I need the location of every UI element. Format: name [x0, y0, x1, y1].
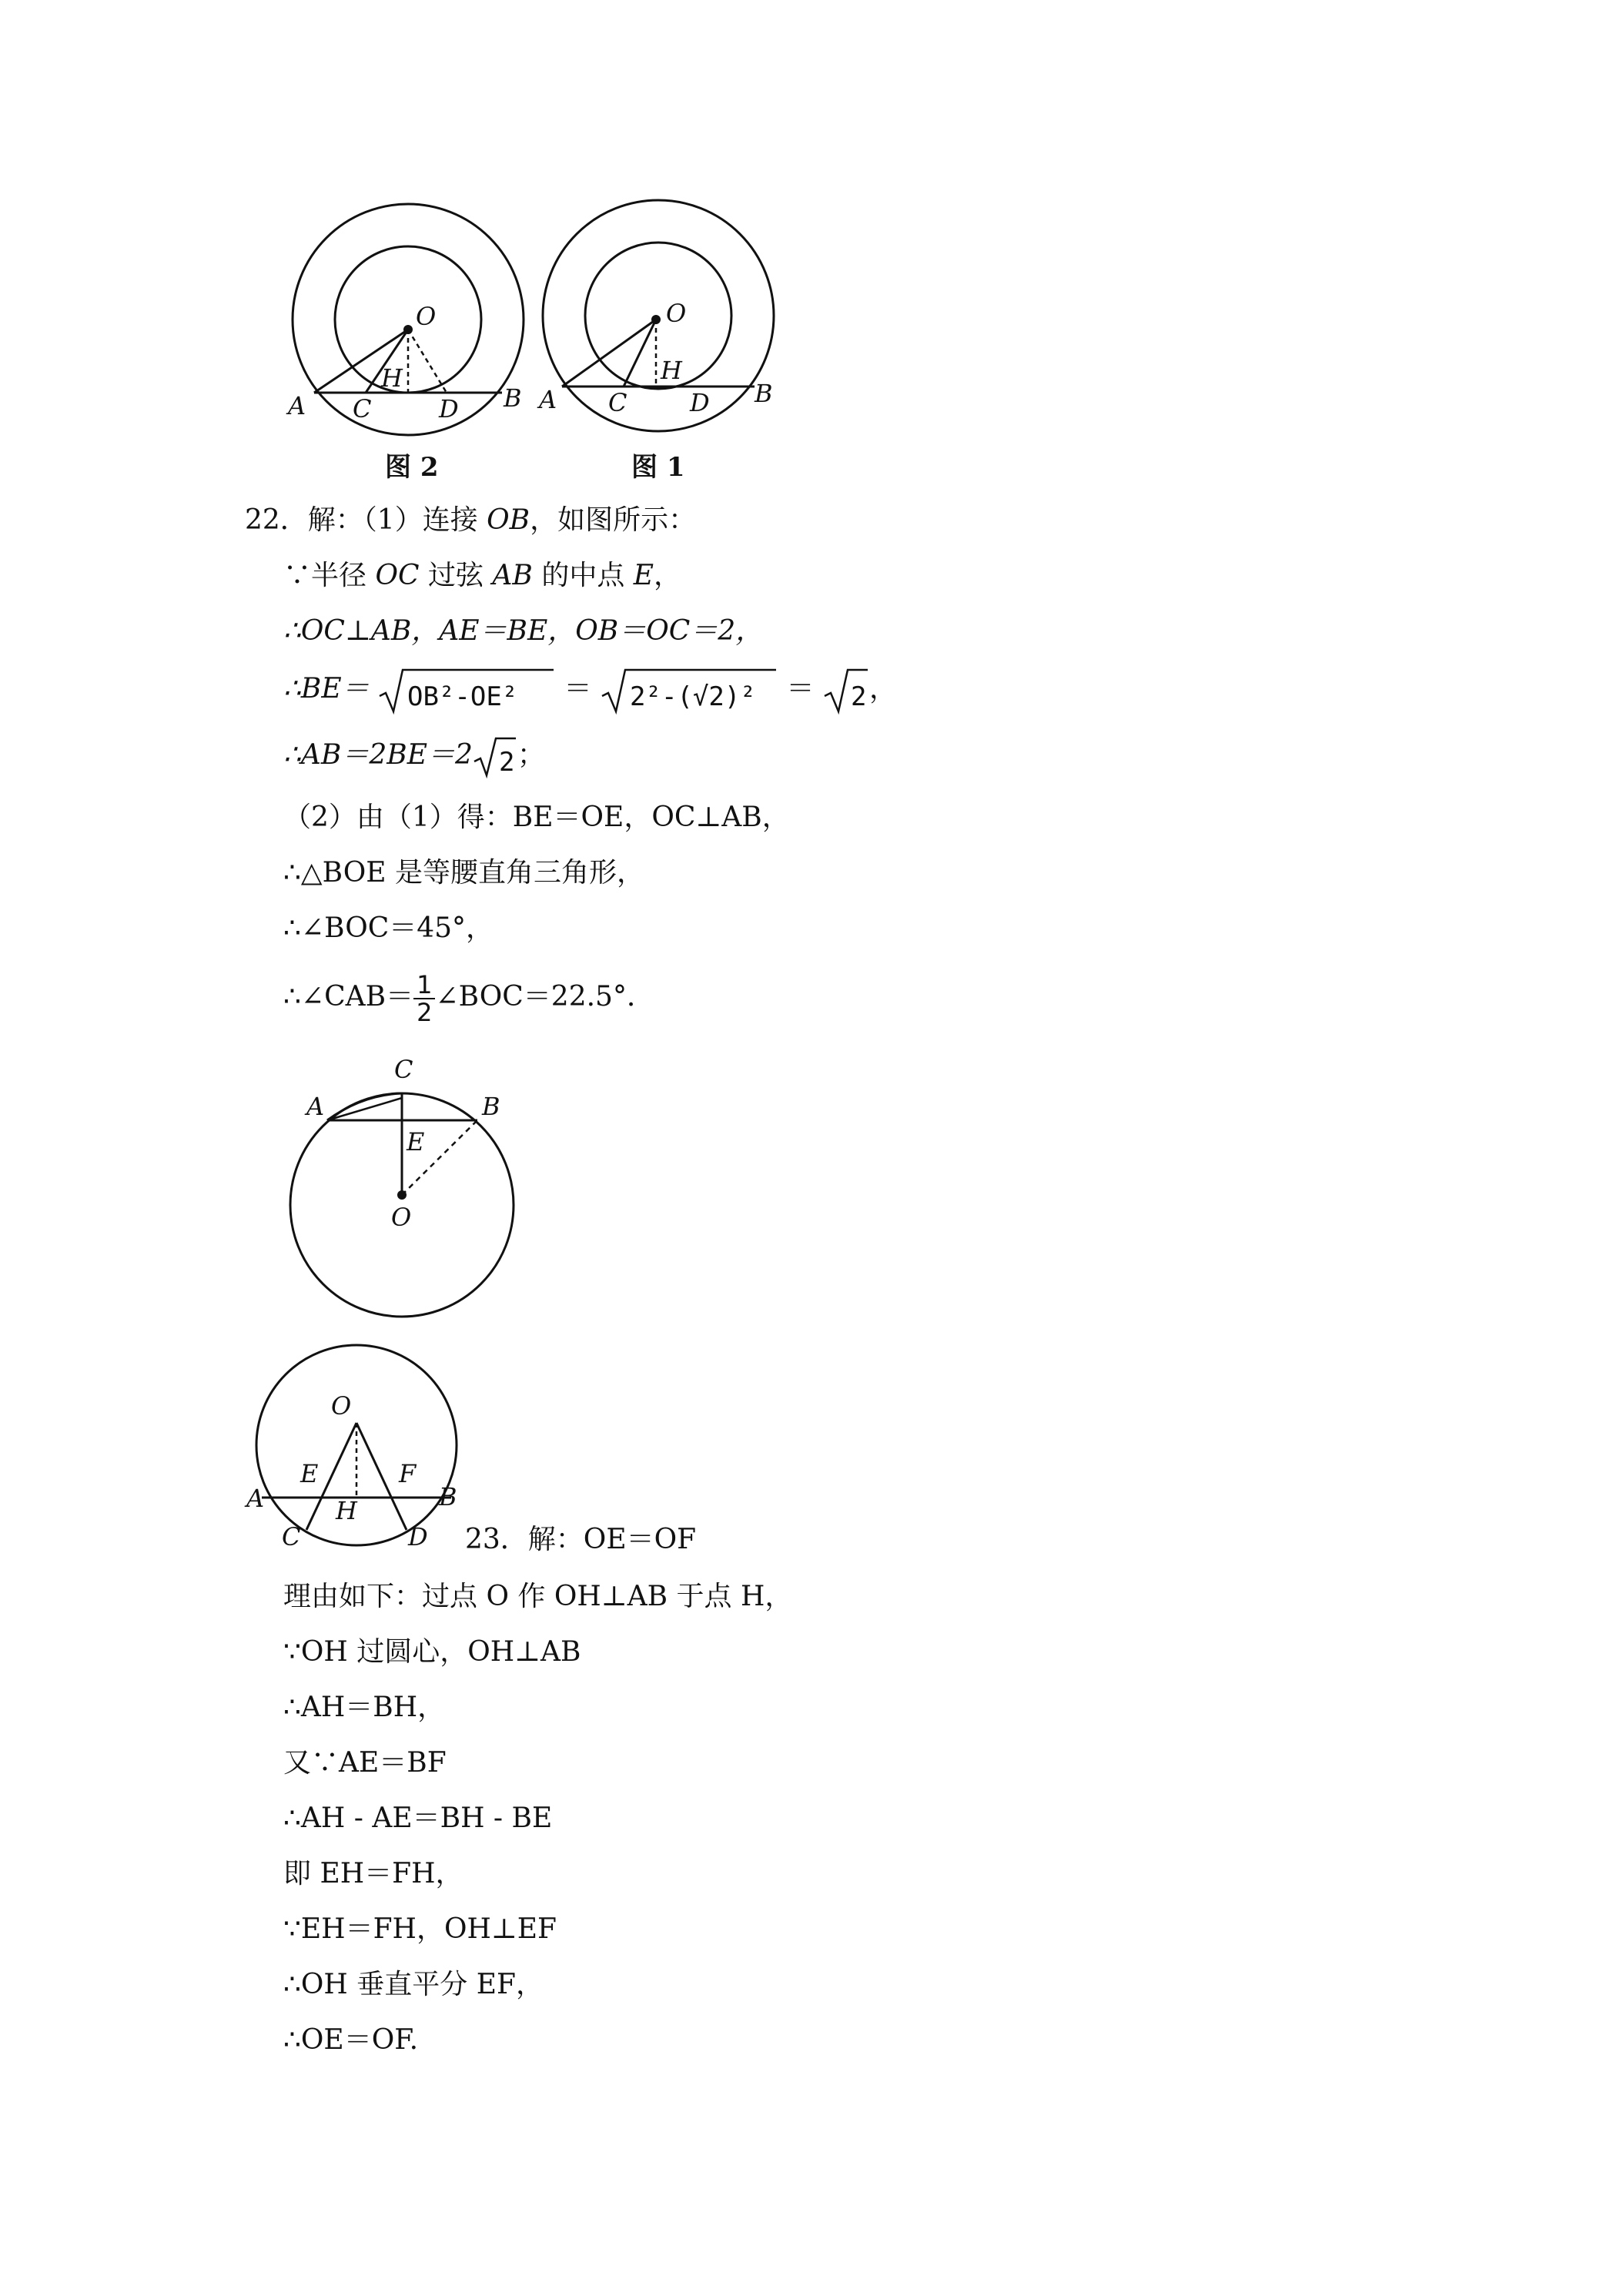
q22-center-dot [397, 1190, 407, 1200]
fig1-center-dot [651, 315, 661, 324]
fig1-label-h: H [661, 356, 682, 385]
q22-l8-pre: ∴∠CAB＝ [283, 981, 414, 1012]
q22-l8-post: ∠BOC＝22.5°． [435, 981, 654, 1012]
fig2-label-b: B [504, 383, 522, 413]
figure-q22 [285, 1047, 539, 1317]
q22-label-o: O [391, 1203, 412, 1232]
q22-heading-ob: OB [487, 504, 530, 536]
q23-label-e: E [300, 1459, 319, 1488]
q23-heading: 23．解：OE＝OF [465, 1524, 697, 1555]
q23-line-2: ∵OH 过圆心，OH⊥AB [283, 1636, 581, 1668]
q23-line-6: 即 EH＝FH， [283, 1858, 463, 1889]
q23-label-o: O [331, 1391, 352, 1421]
fig2-label-h: H [381, 363, 403, 393]
sqrt-2-ab [473, 735, 517, 778]
q22-l1-oc: OC [375, 560, 420, 591]
sqrt-2-result [823, 667, 869, 715]
q22-l3-end: ， [868, 673, 897, 705]
q23-label-b: B [439, 1482, 457, 1511]
fig2-dashed-od [408, 330, 447, 393]
q22-line-8 [283, 972, 654, 1026]
fig2-center-dot [403, 325, 413, 334]
sqrt-2sq-minus-text: 2²-(√2)² [630, 681, 756, 712]
q23-label-c: C [282, 1522, 301, 1551]
q23-line-4: 又∵AE＝BF [283, 1747, 447, 1779]
fig1-caption: 图 1 [631, 452, 685, 483]
q22-l1-ab: AB [492, 560, 533, 591]
fig1-label-d: D [690, 388, 710, 417]
q23-label-d: D [408, 1522, 428, 1551]
fig2-inner-circle [335, 246, 481, 393]
q22-label-e: E [407, 1127, 425, 1156]
q22-line-5: （2）由（1）得：BE＝OE，OC⊥AB， [283, 802, 790, 833]
fraction-one-half [413, 972, 435, 1026]
q22-line-7: ∴∠BOC＝45°， [283, 912, 494, 944]
q22-l4-end: ； [517, 739, 545, 771]
fig1-line-oc [624, 320, 656, 387]
fig1-label-c: C [608, 388, 627, 417]
q22-l1-e: E [633, 560, 654, 591]
q22-line-3 [283, 667, 897, 721]
fraction-denominator: 2 [417, 998, 433, 1027]
fig1-line-oa [562, 320, 656, 387]
q22-line-2: ∴OC⊥AB，AE＝BE，OB＝OC＝2， [283, 615, 764, 647]
sqrt-ob-oe-text: OB²-OE² [407, 681, 518, 712]
fig2-label-d: D [439, 394, 459, 423]
q22-heading [245, 502, 696, 539]
fig1-label-b: B [755, 379, 773, 408]
fig2-label-a: A [288, 391, 306, 420]
q23-label-f: F [399, 1459, 417, 1488]
sqrt-2-ab-text: 2 [498, 747, 515, 778]
sqrt-2sq-minus [601, 667, 778, 715]
q23-line-7: ∵EH＝FH，OH⊥EF [283, 1913, 557, 1945]
q23-line-1: 理由如下：过点 O 作 OH⊥AB 于点 H， [283, 1581, 793, 1612]
fig2-label-c: C [353, 394, 372, 423]
figure-2 [285, 200, 547, 493]
figure-1 [531, 200, 793, 493]
fig2-caption: 图 2 [385, 452, 439, 483]
fraction-numerator: 1 [413, 972, 435, 999]
q23-line-5: ∴AH - AE＝BH - BE [283, 1802, 553, 1834]
q23-line-8: ∴OH 垂直平分 EF， [283, 1969, 544, 2000]
sqrt-ob-oe [378, 667, 555, 715]
figure-q23 [245, 1344, 491, 1559]
fig2-label-o: O [416, 302, 437, 331]
q22-label-a: A [306, 1092, 325, 1121]
q22-label-b: B [482, 1092, 500, 1121]
q23-label-h: H [336, 1496, 357, 1525]
q22-label-c: C [394, 1055, 413, 1084]
q22-l4-pre: ∴AB＝2BE＝2 [283, 739, 473, 771]
q23-line-9: ∴OE＝OF. [283, 2024, 419, 2056]
q22-line-1 [283, 557, 681, 594]
q23-line-3: ∴AH＝BH， [283, 1692, 446, 1723]
q22-line-4 [283, 735, 545, 778]
q23-label-a: A [246, 1484, 265, 1513]
q22-l1-pre: ∵半径 [283, 560, 367, 591]
sqrt-2-result-text: 2 [850, 681, 867, 712]
q22-l1-mid2: 的中点 [532, 560, 634, 591]
fig1-label-a: A [539, 385, 557, 414]
q22-heading-rest: ，如图所示： [530, 504, 697, 536]
q22-line-6: ∴△BOE 是等腰直角三角形， [283, 857, 644, 889]
fig2-outer-circle [293, 204, 524, 435]
q22-l1-mid: 过弦 [419, 560, 493, 591]
q22-l3-pre: ∴BE＝ [283, 673, 370, 705]
q22-l3-eq2: ＝ [786, 673, 815, 705]
q22-l1-end: ， [654, 560, 682, 591]
q22-l3-eq: ＝ [564, 673, 592, 705]
fig1-label-o: O [666, 299, 687, 328]
q22-heading-num: 22．解：（1）连接 [245, 504, 478, 536]
